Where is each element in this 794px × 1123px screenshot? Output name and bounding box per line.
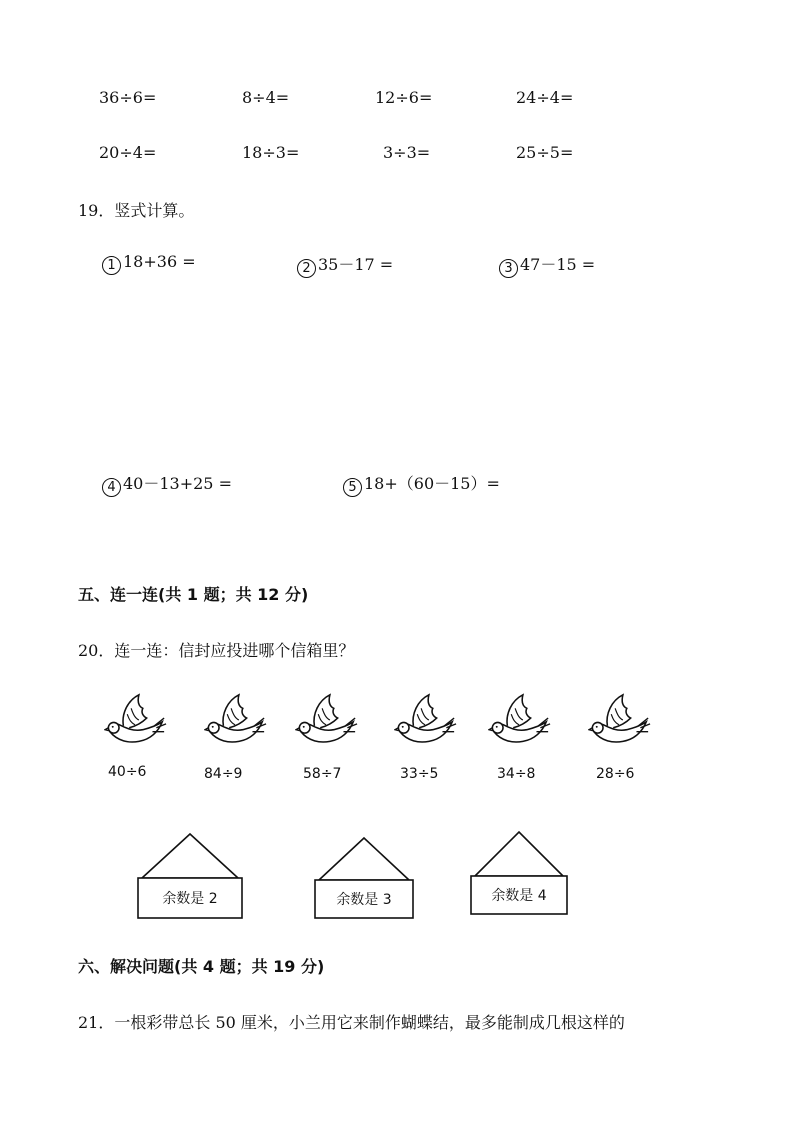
dove-icon [104,688,168,752]
question-19-title: 19．竖式计算。 [78,201,195,220]
vertical-calc-item [343,471,500,497]
bird-label: 84÷9 [204,766,243,782]
circled-number: 3 [499,259,518,278]
division-problem: 12÷6= [375,88,433,107]
division-problem: 36÷6= [99,88,157,107]
division-problem: 3÷3= [383,143,431,162]
division-problem: 8÷4= [242,88,290,107]
vertical-calc-item [499,252,595,278]
bird-label: 40÷6 [108,764,147,780]
mailbox-house [469,830,569,916]
calc-expression: 18+36 = [123,252,196,271]
vertical-calc-item [297,252,393,278]
bird-label: 33÷5 [400,766,439,782]
division-problem: 18÷3= [242,143,300,162]
circled-number: 2 [297,259,316,278]
division-problem: 24÷4= [516,88,574,107]
house-shape-icon [136,832,244,922]
bird-label: 34÷8 [497,766,536,782]
division-problem: 20÷4= [99,143,157,162]
question-21-text: 21．一根彩带总长 50 厘米，小兰用它来制作蝴蝶结，最多能制成几根这样的 [78,1013,625,1032]
calc-expression: 47－15 = [520,255,596,274]
calc-expression: 18+（60－15）= [364,474,500,493]
calc-expression: 40－13+25 = [123,474,232,493]
dove-icon [588,688,652,752]
mailbox-house [136,832,244,922]
mailbox-label: 余数是 3 [336,892,392,908]
question-20-title: 20．连一连：信封应投进哪个信箱里？ [78,641,355,660]
circled-number: 4 [102,478,121,497]
dove-icon [394,688,458,752]
mailbox-label: 余数是 2 [162,891,218,907]
section-six-heading: 六、解决问题(共 4 题；共 19 分) [78,957,325,976]
dove-icon [488,688,552,752]
bird-label: 28÷6 [596,766,635,782]
circled-number: 5 [343,478,362,497]
dove-icon [204,688,268,752]
mailbox-house [313,836,415,920]
vertical-calc-item [102,252,196,275]
vertical-calc-item [102,471,232,497]
division-problem: 25÷5= [516,143,574,162]
section-five-heading: 五、连一连(共 1 题；共 12 分) [78,585,309,604]
circled-number: 1 [102,256,121,275]
mailbox-label: 余数是 4 [491,888,547,904]
calc-expression: 35－17 = [318,255,394,274]
bird-label: 58÷7 [303,766,342,782]
dove-icon [295,688,359,752]
